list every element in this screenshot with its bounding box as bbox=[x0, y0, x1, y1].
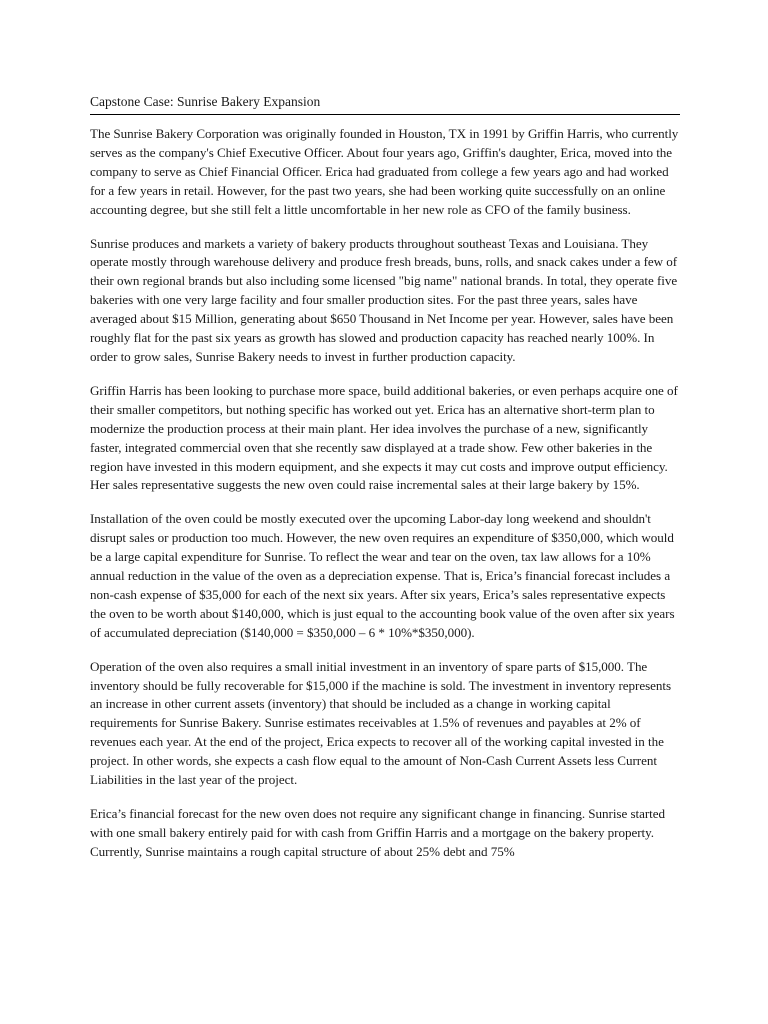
document-title: Capstone Case: Sunrise Bakery Expansion bbox=[90, 94, 321, 109]
document-body bbox=[90, 125, 680, 877]
paragraph-oven-proposal: Griffin Harris has been looking to purchase more space, build additional bakeries, or even perhaps acquire one of their smaller competitors, but nothing specific has worked out yet. Erica has an alternative short-term plan to modernize the production process at their main plant. Her idea involves the purchase of a new, significantly faster, integrated commercial oven that she recently saw displayed at a trade show. Few other bakeries in the region have invested in this modern equipment, and she expects it may cut costs and improve output efficiency. Her sales representative suggests the new oven could raise incremental sales at their large bakery by 15%. bbox=[90, 382, 678, 493]
paragraph-company-history: The Sunrise Bakery Corporation was originally founded in Houston, TX in 1991 by Griffin Harris, who currently serves as the company's Chief Executive Officer. About four years ago, Griffin's daughter, Erica, moved into the company to serve as Chief Financial Officer. Erica had graduated from college a few years ago and had worked for a few years in retail. However, for the past two years, she had been working quite successfully on an online accounting degree, but she still felt a little uncomfortable in her new role as CFO of the family business. bbox=[90, 126, 679, 217]
paragraph-financing: Erica’s financial forecast for the new oven does not require any significant change in financing. Sunrise started with one small bakery entirely paid for with cash from Griffin Harris and a mortgage on the bakery property. Currently, Sunrise maintains a rough capital structure of about 25% debt and 75% bbox=[90, 806, 665, 859]
document-header bbox=[90, 92, 680, 115]
paragraph-products-and-sales: Sunrise produces and markets a variety of bakery products throughout southeast Texas and Louisiana. They operate mostly through warehouse delivery and produce fresh breads, buns, rolls, and snack cakes under a few of their own regional brands but also including some licensed "big name" national brands. In total, they operate five bakeries with one very large facility and four smaller production sites. For the past three years, sales have averaged about $15 Million, generating about $650 Thousand in Net Income per year. However, sales have been roughly flat for the past six years as growth has slowed and production capacity has reached nearly 100%. In order to grow sales, Sunrise Bakery needs to invest in further production capacity. bbox=[90, 235, 678, 364]
paragraph-working-capital: Operation of the oven also requires a small initial investment in an inventory of spare parts of $15,000. The inventory should be fully recoverable for $15,000 if the machine is sold. The investment in inventory represents an increase in other current assets (inventory) that should be included as a change in working capital requirements for Sunrise Bakery. Sunrise estimates receivables at 1.5% of revenues and payables at 2% of revenues each year. At the end of the project, Erica expects to recover all of the working capital invested in the project. In other words, she expects a cash flow equal to the amount of Non-Cash Current Assets less Current Liabilities in the last year of the project. bbox=[90, 658, 672, 788]
paragraph-installation-and-depreciation: Installation of the oven could be mostly executed over the upcoming Labor-day long weekend and shouldn't disrupt sales or production too much. However, the new oven requires an expenditure of $350,000, which would be a large capital expenditure for Sunrise. To reflect the wear and tear on the oven, tax law allows for a 10% annual reduction in the value of the oven as a depreciation expense. That is, Erica’s financial forecast includes a non-cash expense of $35,000 for each of the next six years. After six years, Erica’s sales representative expects the oven to be worth about $140,000, which is just equal to the accounting book value of the oven after six years of accumulated depreciation ($140,000 = $350,000 – 6 * 10%*$350,000). bbox=[90, 511, 675, 640]
